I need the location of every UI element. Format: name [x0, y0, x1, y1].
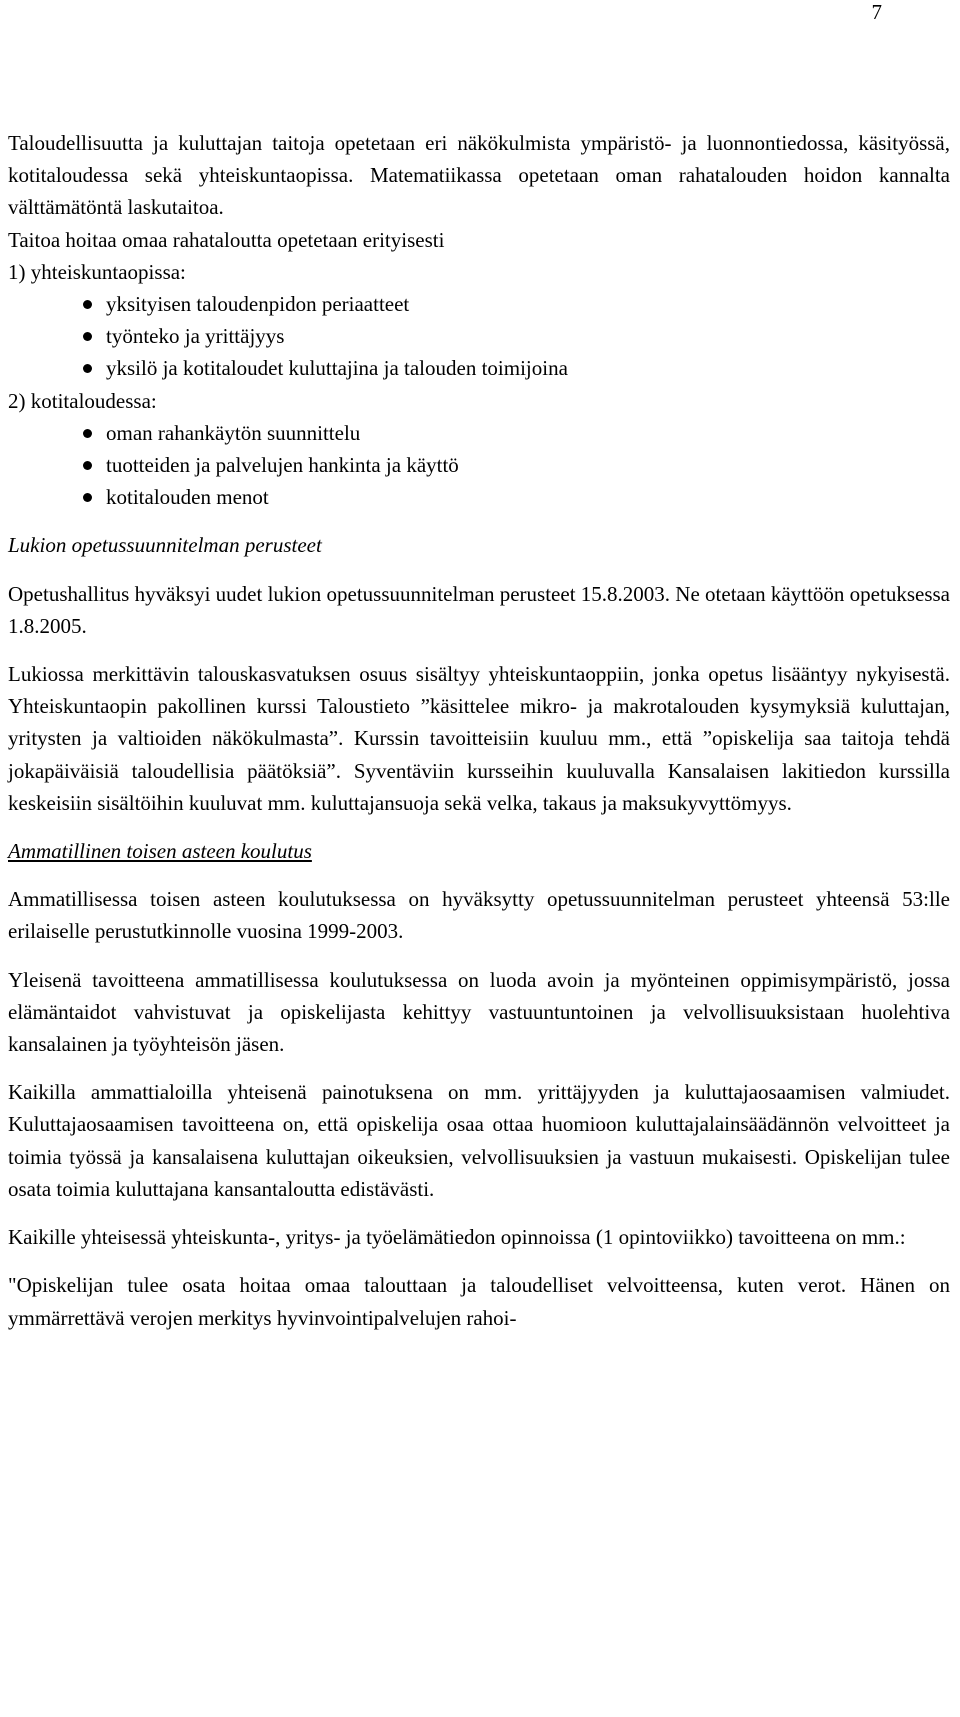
- paragraph-6: Kaikilla ammattialoilla yhteisenä painotuksena on mm. yrittäjyyden ja kuluttajaosaamisen valmiudet. Kuluttajaosaamisen tavoitteena on, että opiskelija osaa ottaa huomioon kuluttajalainsäädännön velvoitteet ja toimia työssä ja kansalaisena kuluttajan oikeuksien, velvollisuuksien ja vastuun mukaisesti. Opiskelijan tulee osata toimia kuluttajana kansantaloutta edistävästi.: [8, 1080, 950, 1201]
- list-item: työnteko ja yrittäjyys: [8, 320, 950, 352]
- list-item: oman rahankäytön suunnittelu: [8, 417, 950, 449]
- list-2: [8, 417, 950, 514]
- section-heading-ammatillinen: Ammatillinen toisen asteen koulutus: [8, 839, 312, 864]
- list-item: kotitalouden menot: [8, 481, 950, 513]
- section-heading-lukio: Lukion opetussuunnitelman perusteet: [8, 533, 322, 558]
- paragraph-8: "Opiskelijan tulee osata hoitaa omaa talouttaan ja taloudelliset velvoitteensa, kuten verot. Hänen on ymmärrettävä verojen merkitys hyvinvointipalvelujen rahoi-: [8, 1273, 950, 1330]
- list-1-heading: 1) yhteiskuntaopissa:: [8, 259, 186, 284]
- intro-line: Taitoa hoitaa omaa rahataloutta opetetaan erityisesti: [8, 227, 445, 252]
- paragraph-7: Kaikille yhteisessä yhteiskunta-, yritys- ja työelämätiedon opinnoissa (1 opintoviikko) tavoitteena on mm.:: [8, 1225, 906, 1250]
- paragraph-4: Ammatillisessa toisen asteen koulutuksessa on hyväksytty opetussuunnitelman perusteet yhteensä 53:lle erilaiselle perustutkinnolle vuosina 1999-2003.: [8, 887, 950, 944]
- list-1: [8, 288, 950, 385]
- page-number: 7: [871, 0, 882, 24]
- list-item: yksityisen taloudenpidon periaatteet: [8, 288, 950, 320]
- list-item: tuotteiden ja palvelujen hankinta ja käyttö: [8, 449, 950, 481]
- paragraph-2: Opetushallitus hyväksyi uudet lukion opetussuunnitelman perusteet 15.8.2003. Ne otetaan käyttöön opetuksessa 1.8.2005.: [8, 581, 950, 638]
- paragraph-5: Yleisenä tavoitteena ammatillisessa koulutuksessa on luoda avoin ja myönteinen oppimisympäristö, jossa elämäntaidot vahvistuvat ja opiskelijasta kehittyy vastuuntuntoinen ja velvollisuuksistaan huolehtiva kansalainen ja työyhteisön jäsen.: [8, 967, 950, 1057]
- list-item: yksilö ja kotitaloudet kuluttajina ja talouden toimijoina: [8, 352, 950, 384]
- document-body: [8, 127, 950, 1334]
- list-2-heading: 2) kotitaloudessa:: [8, 388, 157, 413]
- paragraph-1: Taloudellisuutta ja kuluttajan taitoja opetetaan eri näkökulmista ympäristö- ja luonnontiedossa, käsityössä, kotitaloudessa sekä yhteiskuntaopissa. Matematiikassa opetetaan oman rahatalouden hoidon kannalta välttämätöntä laskutaitoa.: [8, 131, 950, 220]
- paragraph-3: Lukiossa merkittävin talouskasvatuksen osuus sisältyy yhteiskuntaoppiin, jonka opetus lisääntyy nykyisestä. Yhteiskuntaopin pakollinen kurssi Taloustieto ”käsittelee mikro- ja makrotalouden kysymyksiä kuluttajan, yritysten ja valtioiden näkökulmasta”. Kurssin tavoitteisiin kuuluu mm., että ”opiskelija saa taitoja tehdä jokapäiväisiä taloudellisia päätöksiä”. Syventäviin kursseihin kuuluvalla Kansalaisen lakitiedon kurssilla keskeisiin sisältöihin kuuluvat mm. kuluttajansuoja sekä velka, takaus ja maksukyvyttömyys.: [8, 662, 950, 815]
